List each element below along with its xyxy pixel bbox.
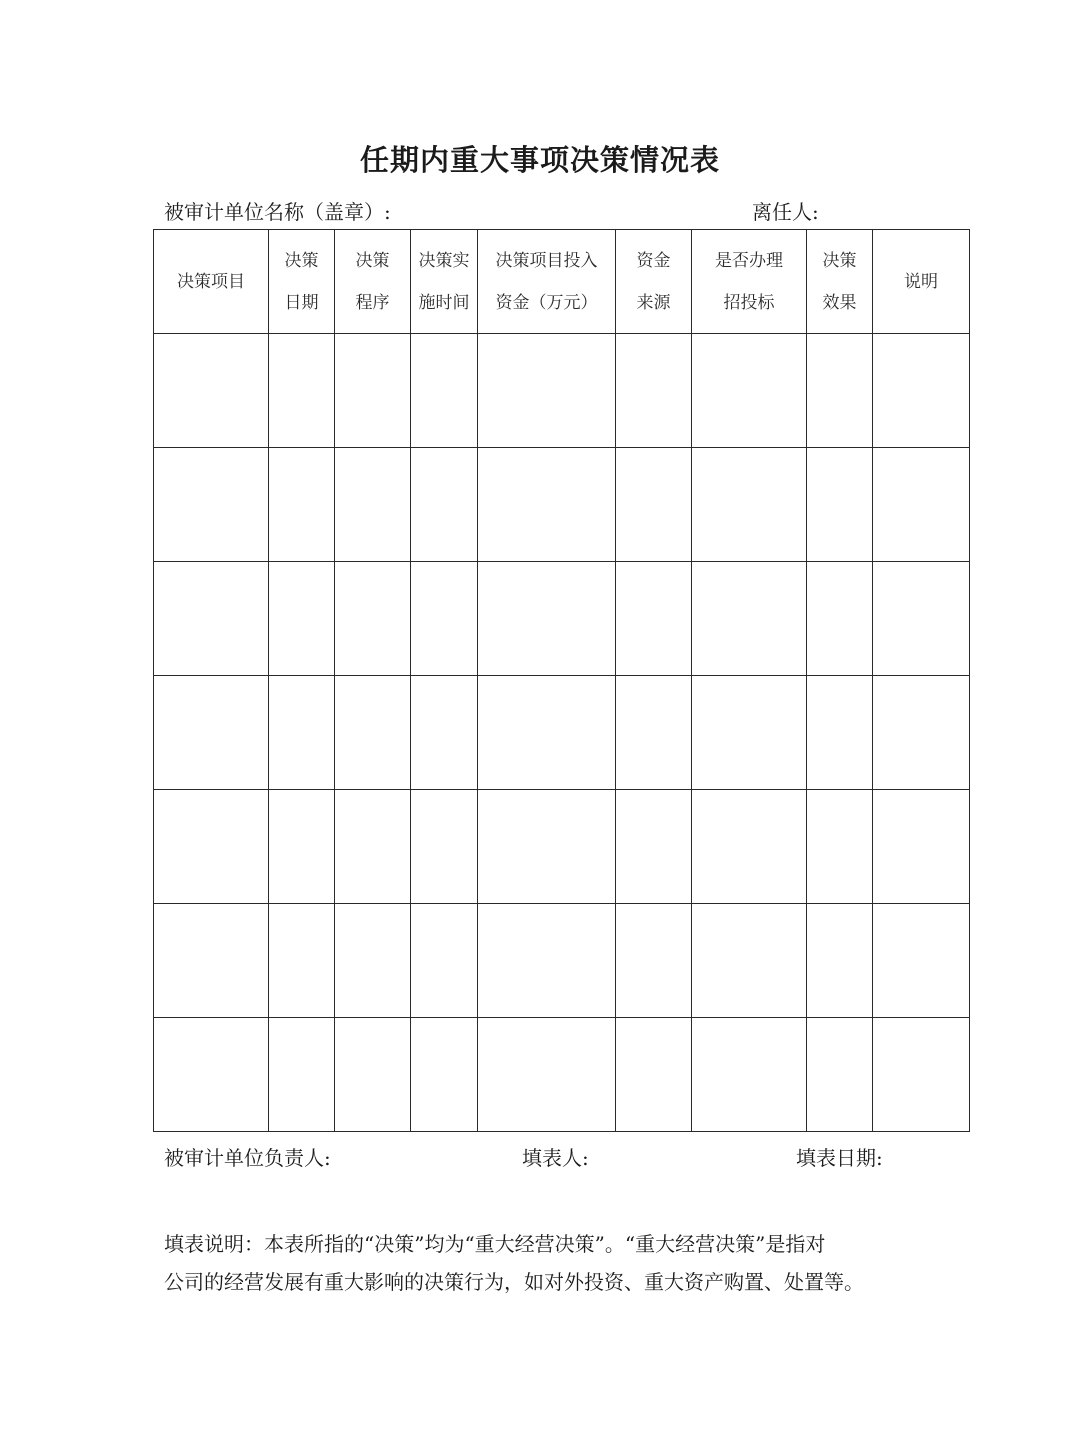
table-cell[interactable] [269,904,335,1018]
table-cell[interactable] [692,448,807,562]
header-decision-procedure [335,230,411,334]
table-cell[interactable] [335,448,411,562]
table-cell[interactable] [807,676,873,790]
fill-date-label: 填表日期: [796,1146,883,1170]
table-cell[interactable] [335,562,411,676]
table-cell[interactable] [335,334,411,448]
table-cell[interactable] [154,562,269,676]
table-cell[interactable] [411,448,478,562]
table-cell[interactable] [411,790,478,904]
table-cell[interactable] [873,904,970,1018]
table-cell[interactable] [873,790,970,904]
table-cell[interactable] [807,904,873,1018]
table-cell[interactable] [807,562,873,676]
table-cell[interactable] [873,334,970,448]
table-cell[interactable] [269,676,335,790]
header-cell-text: 说明 [904,271,938,292]
table-cell[interactable] [873,676,970,790]
table-cell[interactable] [692,562,807,676]
table-body [154,334,970,1132]
header-decision-item [154,230,269,334]
table-cell[interactable] [692,334,807,448]
table-row [154,790,970,904]
header-cell-text: 决策项目投入 资金（万元） [495,250,598,313]
header-remarks [873,230,970,334]
instructions-line-2: 公司的经营发展有重大影响的决策行为，如对外投资、重大资产购置、处置等。 [164,1270,864,1294]
table-cell[interactable] [807,1018,873,1132]
table-cell[interactable] [335,1018,411,1132]
instructions-line-1: 填表说明：本表所指的“决策”均为“重大经营决策”。“重大经营决策”是指对 [164,1232,826,1256]
table-cell[interactable] [807,334,873,448]
table-cell[interactable] [335,904,411,1018]
table-cell[interactable] [335,676,411,790]
table-cell[interactable] [616,1018,692,1132]
table-cell[interactable] [154,1018,269,1132]
document-title: 任期内重大事项决策情况表 [359,143,720,177]
header-fund-source [616,230,692,334]
header-cell-text: 资金 来源 [636,250,671,313]
table-cell[interactable] [873,562,970,676]
table-cell[interactable] [807,790,873,904]
header-investment-amount [478,230,616,334]
decision-table [153,229,970,1132]
table-row [154,676,970,790]
header-cell-text: 决策 效果 [822,250,857,313]
table-cell[interactable] [616,562,692,676]
table-row [154,1018,970,1132]
table-cell[interactable] [873,448,970,562]
table-cell[interactable] [616,790,692,904]
table-cell[interactable] [154,790,269,904]
table-cell[interactable] [411,1018,478,1132]
header-implementation-time [411,230,478,334]
table-cell[interactable] [269,790,335,904]
header-cell-text: 决策实 施时间 [418,250,470,313]
table-cell[interactable] [411,904,478,1018]
table-cell[interactable] [411,676,478,790]
table-row [154,562,970,676]
table-cell[interactable] [807,448,873,562]
header-tender-handled [692,230,807,334]
unit-head-label: 被审计单位负责人: [164,1146,331,1170]
table-cell[interactable] [478,676,616,790]
filler-label: 填表人: [522,1146,589,1170]
table-cell[interactable] [478,904,616,1018]
header-decision-date [269,230,335,334]
table-cell[interactable] [692,904,807,1018]
table-cell[interactable] [478,562,616,676]
header-cell-text: 决策项目 [177,271,245,292]
header-decision-effect [807,230,873,334]
table-cell[interactable] [616,334,692,448]
table-cell[interactable] [478,790,616,904]
filling-instructions [164,1225,944,1301]
table-cell[interactable] [478,448,616,562]
table-cell[interactable] [616,448,692,562]
table-cell[interactable] [411,562,478,676]
table-cell[interactable] [269,1018,335,1132]
table-cell[interactable] [154,676,269,790]
table-cell[interactable] [873,1018,970,1132]
table-cell[interactable] [478,334,616,448]
table-cell[interactable] [692,676,807,790]
table-cell[interactable] [154,904,269,1018]
header-cell-text: 决策 日期 [284,250,319,313]
table-cell[interactable] [154,448,269,562]
header-cell-text: 是否办理 招投标 [715,250,783,313]
header-cell-text: 决策 程序 [355,250,390,313]
departing-person-label: 离任人: [752,200,819,224]
table-cell[interactable] [154,334,269,448]
audited-unit-label: 被审计单位名称（盖章）: [164,200,391,224]
table-cell[interactable] [478,1018,616,1132]
table-header-row [154,230,970,334]
table-row [154,904,970,1018]
table-cell[interactable] [411,334,478,448]
table-cell[interactable] [692,1018,807,1132]
table-cell[interactable] [335,790,411,904]
table-row [154,334,970,448]
table-row [154,448,970,562]
table-cell[interactable] [269,448,335,562]
table-cell[interactable] [269,562,335,676]
table-cell[interactable] [616,676,692,790]
table-cell[interactable] [616,904,692,1018]
table-cell[interactable] [269,334,335,448]
table-cell[interactable] [692,790,807,904]
